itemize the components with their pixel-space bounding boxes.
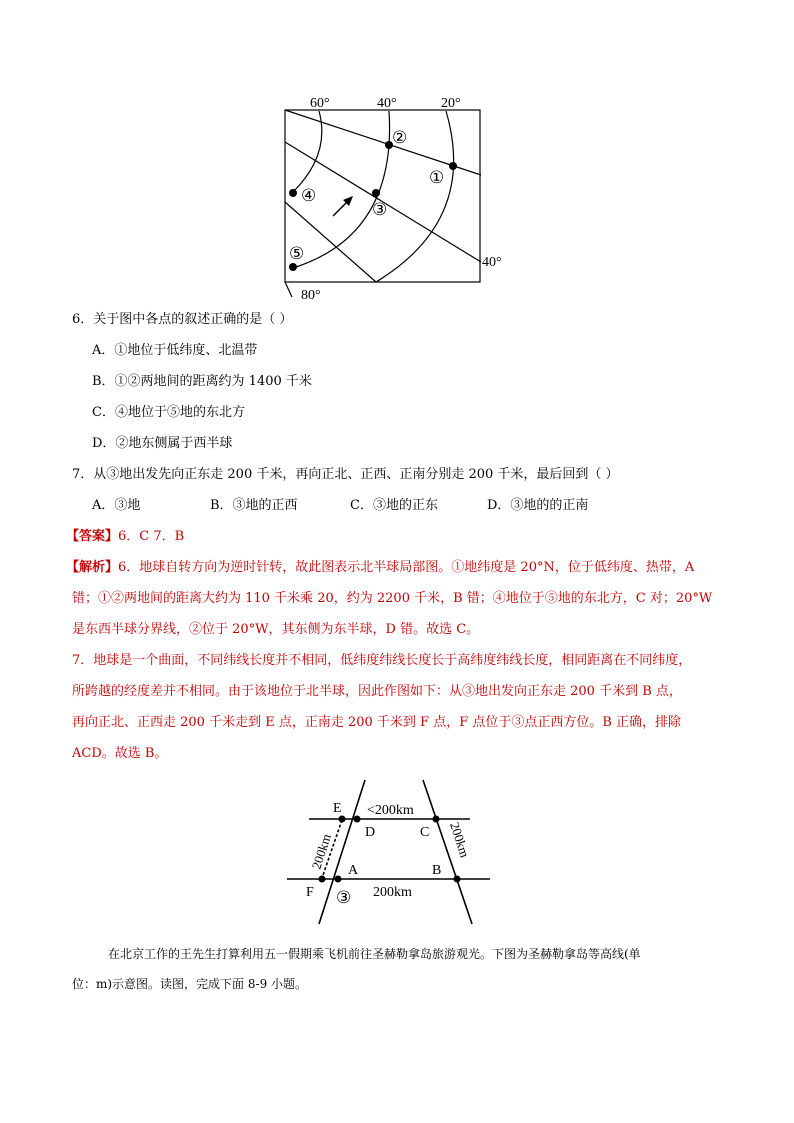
q6-option-c: C．④地位于⑤地的东北方 [92, 405, 245, 420]
label-bottom-distance: 200km [373, 885, 412, 900]
analysis-line-6: 再向正北、正西走 200 千米走到 E 点，正南走 200 千米到 F 点，F 点位于③点正西方位。B 正确，排除 [72, 715, 682, 730]
latlong-grid-figure [270, 88, 520, 303]
q7-stem: 7．从③地出发先向正东走 200 千米，再向正北、正西、正南分别走 200 千米，最后回到（ ） [72, 467, 619, 482]
q6-stem: 6．关于图中各点的叙述正确的是（ ） [72, 312, 293, 327]
point-d-dot [354, 816, 361, 823]
intro-line-1: 在北京工作的王先生打算利用五一假期乘飞机前往圣赫勒拿岛旅游观光。下图为圣赫勒拿岛等高线(单 [108, 947, 641, 961]
point-1-label: ① [429, 168, 445, 187]
point-4-dot [289, 189, 297, 197]
q6-option-b: B．①②两地间的距离约为 1400 千米 [92, 374, 312, 389]
point-3-label: ③ [372, 200, 388, 219]
analysis-line-5: 所跨越的经度差并不相同。由于该地位于北半球，因此作图如下：从③地出发向正东走 200 千米到 B 点， [72, 684, 682, 699]
path-trapezoid-figure [280, 775, 500, 930]
label-d: D [365, 825, 376, 840]
label-right-distance: 200km [447, 820, 473, 860]
label-top-distance: <200km [367, 803, 414, 818]
lon-60-label: 60° [310, 96, 330, 111]
lat-40-label: 40° [482, 255, 502, 270]
point-3-dot [372, 189, 380, 197]
parallel-arc [292, 111, 322, 193]
label-f: F [306, 885, 314, 900]
answer-text: 6．C 7．B [118, 529, 185, 544]
q6-option-d: D．②地东侧属于西半球 [92, 436, 233, 451]
lat-80-label: 80° [301, 288, 321, 303]
analysis-line-3: 是东西半球分界线，②位于 20°W，其东侧为东半球，D 错。故选 C。 [72, 622, 480, 637]
label-left-distance: 200km [308, 831, 335, 871]
point-2-label: ② [392, 128, 408, 147]
q6-option-a: A．①地位于低纬度、北温带 [92, 343, 258, 358]
q7-option-a: A．③地 [92, 498, 141, 513]
point-1-dot [449, 162, 457, 170]
point-5-label: ⑤ [289, 244, 305, 263]
point-4-label: ④ [301, 186, 317, 205]
point-a-dot [335, 876, 342, 883]
lon-20-label: 20° [441, 96, 461, 111]
point-e-dot [339, 816, 346, 823]
label-a: A [348, 863, 359, 878]
answer-line [66, 529, 184, 545]
label-b: B [432, 863, 442, 878]
analysis-line-2: 错；①②两地间的距离大约为 110 千米乘 20，约为 2200 千米，B 错；④地位于⑤地的东北方，C 对；20°W [72, 591, 713, 606]
analysis-line-4: 7．地球是一个曲面，不同纬线长度并不相同，低纬度纬线长度长于高纬度纬线长度，相同距离在不同纬度， [72, 653, 692, 668]
intro-line-2: 位：m)示意图。读图，完成下面 8-9 小题。 [72, 977, 308, 991]
q7-option-c: C．③地的正东 [350, 498, 438, 513]
meridian-line [285, 202, 376, 282]
q7-option-d: D．③地的的正南 [487, 498, 589, 513]
lon-40-label: 40° [377, 96, 397, 111]
label-c: C [420, 825, 430, 840]
analysis-text-1: 6．地球自转方向为逆时针转，故此图表示北半球局部图。①地纬度是 20°N，位于低纬度、热带，A [118, 560, 695, 575]
analysis-line-7: ACD。故选 B。 [72, 746, 168, 761]
point-c-dot [433, 816, 440, 823]
meridian-line [285, 282, 292, 297]
parallel-arc [376, 111, 454, 282]
point-f-dot [319, 876, 326, 883]
analysis-tag: 【解析】 [66, 560, 119, 575]
answer-tag: 【答案】 [66, 529, 119, 544]
label-e: E [333, 801, 342, 816]
analysis-line-1 [66, 560, 694, 576]
q7-option-b: B．③地的正西 [210, 498, 298, 513]
point-5-dot [289, 263, 297, 271]
label-point-3: ③ [336, 888, 352, 907]
point-b-dot [454, 876, 461, 883]
